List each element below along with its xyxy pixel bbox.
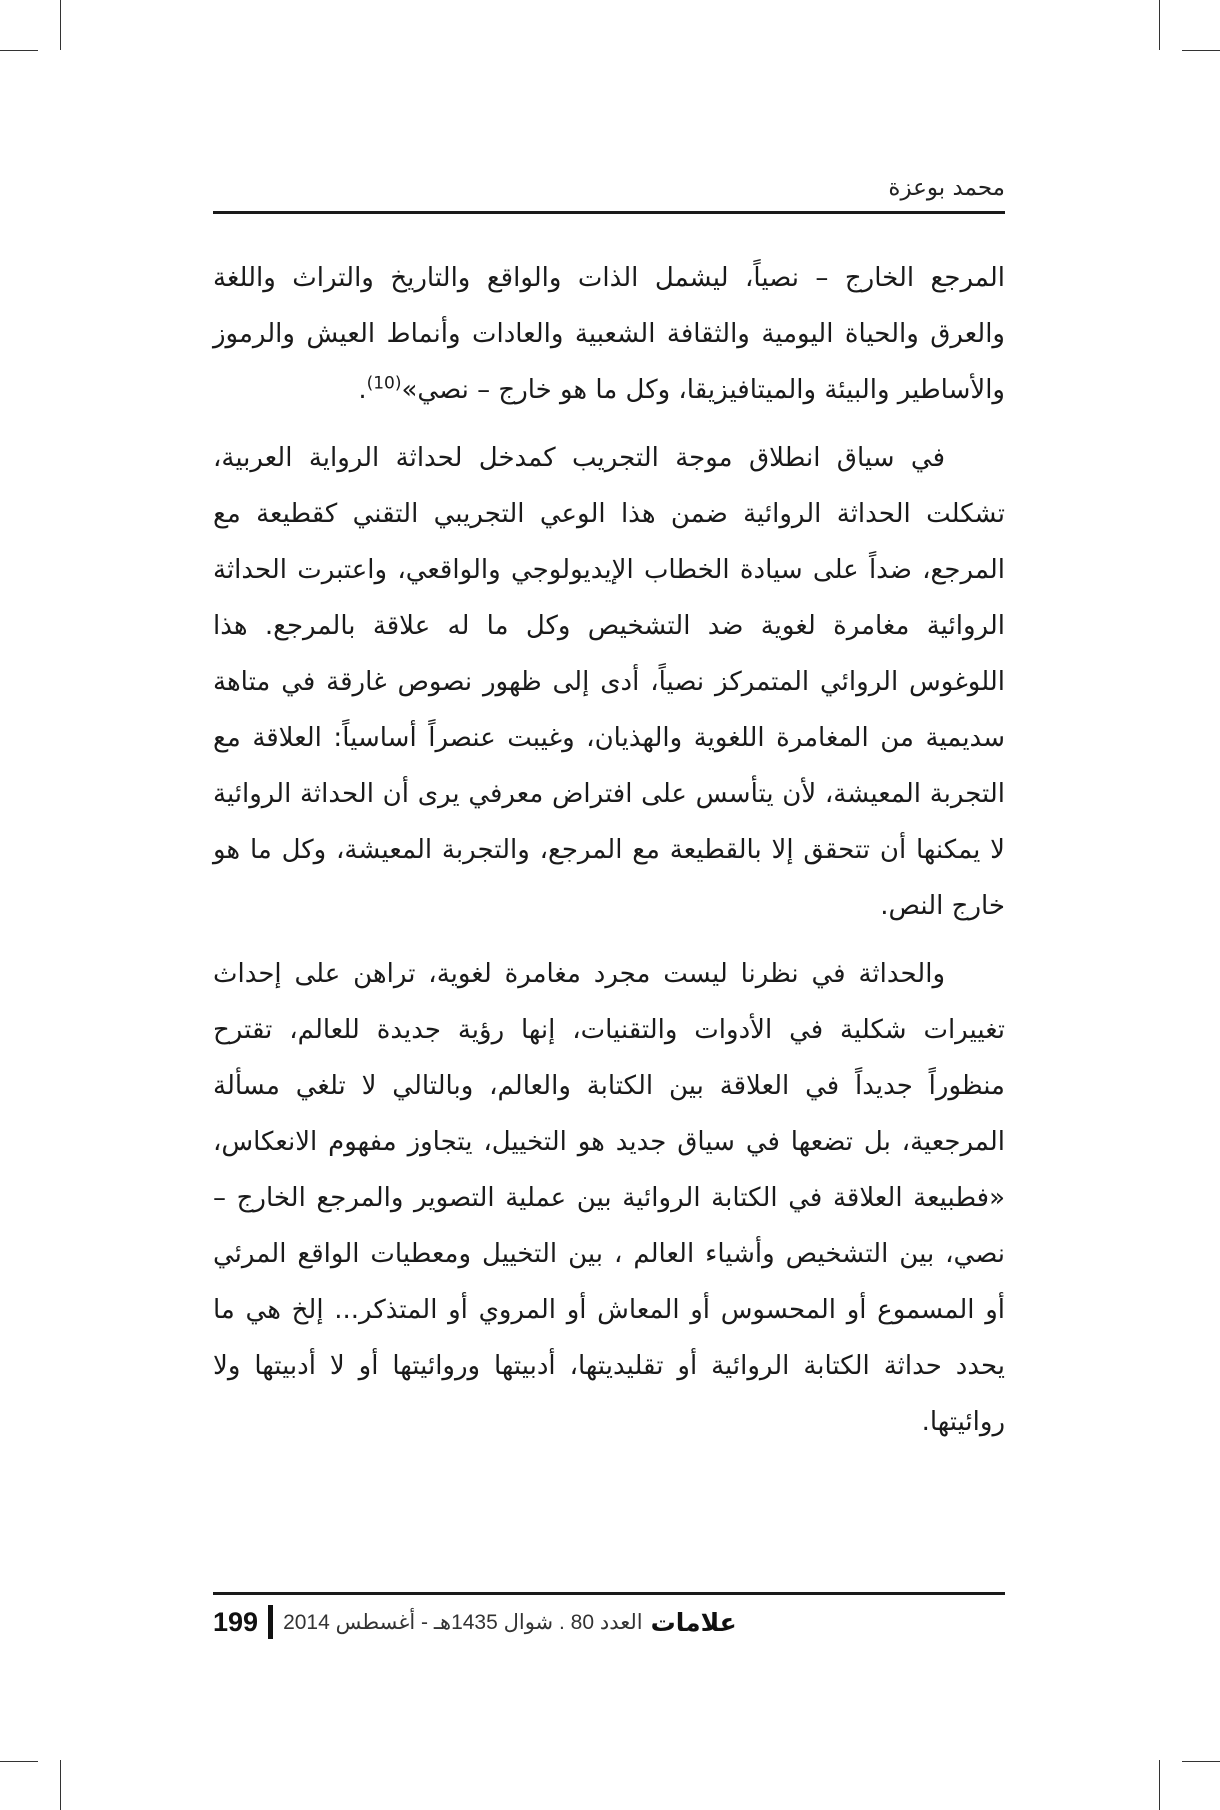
- page-number: 199: [213, 1606, 259, 1637]
- footnote-reference[interactable]: (10): [366, 373, 402, 394]
- paragraph-tail: .: [358, 375, 367, 405]
- footer-separator: [268, 1605, 273, 1639]
- paragraph-text: المرجع الخارج – نصياً، ليشمل الذات والواقع والتاريخ والتراث واللغة والعرق والحياة اليومية والثقافة الشعبية والعادات وأنماط العيش والرموز والأساطير والبيئة والميتافيزيقا، وكل ما هو خارج – نصي»: [213, 263, 1005, 405]
- header-rule: [213, 211, 1005, 214]
- issue-info: العدد 80 . شوال 1435هـ - أغسطس 2014: [283, 1610, 643, 1634]
- crop-mark: [1182, 1761, 1220, 1762]
- paragraph: والحداثة في نظرنا ليست مجرد مغامرة لغوية، تراهن على إحداث تغييرات شكلية في الأدوات والتقنيات، إنها رؤية جديدة للعالم، تقترح منظوراً جديداً في العلاقة بين الكتابة والعالم، وبالتالي لا تلغي مسألة المرجعية، بل تضعها في سياق جديد هو التخييل، يتجاوز مفهوم الانعكاس، «فطبيعة العلاقة في الكتابة الروائية بين عملية التصوير والمرجع الخارج – نصي، بين التشخيص وأشياء العالم ، بين التخييل ومعطيات الواقع المرئي أو المسموع أو المحسوس أو المعاش أو المروي أو المتذكر... إلخ هي ما يحدد حداثة الكتابة الروائية أو تقليديتها، أدبيتها وروائيتها أو لا أدبيتها ولا روائيتها.: [213, 959, 1005, 1437]
- crop-mark: [1182, 50, 1220, 51]
- crop-mark: [0, 50, 38, 51]
- article-body: [213, 250, 1005, 1462]
- crop-mark: [60, 1760, 61, 1810]
- paragraph: [213, 250, 1005, 418]
- footer-rule: [213, 1592, 1005, 1595]
- crop-mark: [60, 0, 61, 50]
- page-footer: [213, 1598, 1005, 1646]
- crop-mark: [1159, 0, 1160, 50]
- journal-logo: علامات: [650, 1607, 737, 1637]
- running-header-author: محمد بوعزة: [888, 175, 1005, 201]
- crop-mark: [1159, 1760, 1160, 1810]
- paragraph: في سياق انطلاق موجة التجريب كمدخل لحداثة الرواية العربية، تشكلت الحداثة الروائية ضمن هذا الوعي التجريبي التقني كقطيعة مع المرجع، ضداً على سيادة الخطاب الإيديولوجي والواقعي، واعتبرت الحداثة الروائية مغامرة لغوية ضد التشخيص وكل ما له علاقة بالمرجع. هذا اللوغوس الروائي المتمركز نصياً، أدى إلى ظهور نصوص غارقة في متاهة سديمية من المغامرة اللغوية والهذيان، وغيبت عنصراً أساسياً: العلاقة مع التجربة المعيشة، لأن يتأسس على افتراض معرفي يرى أن الحداثة الروائية لا يمكنها أن تتحقق إلا بالقطيعة مع المرجع، والتجربة المعيشة، وكل ما هو خارج النص.: [213, 443, 1005, 921]
- crop-mark: [0, 1761, 38, 1762]
